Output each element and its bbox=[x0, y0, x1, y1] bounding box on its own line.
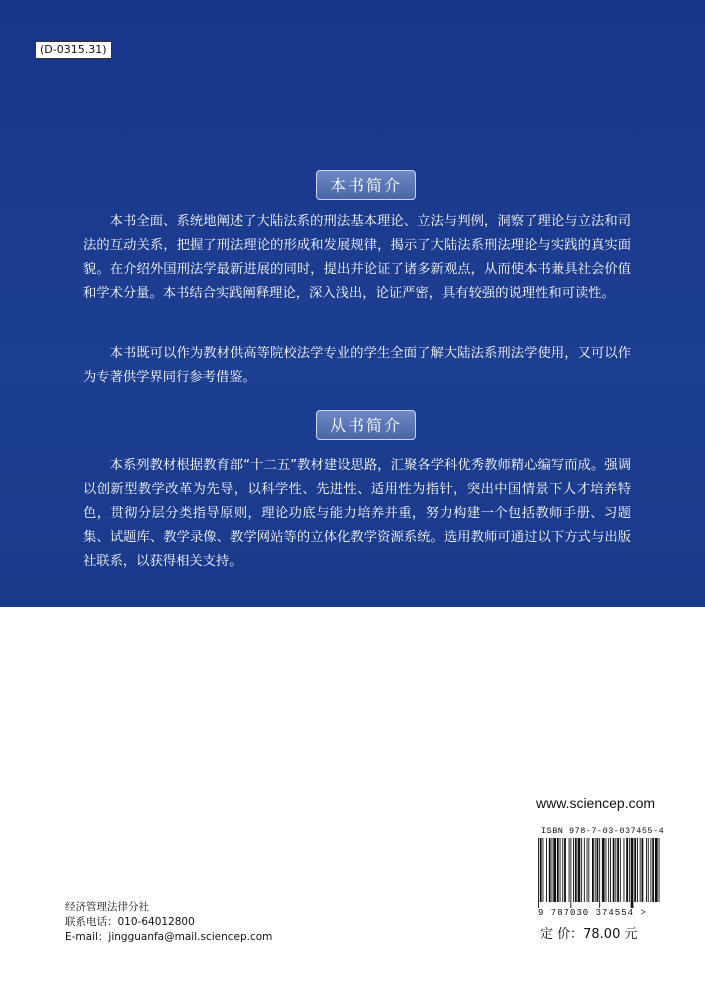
barcode-bar bbox=[540, 838, 542, 902]
barcode-bar bbox=[606, 838, 607, 902]
barcode-bar bbox=[634, 838, 636, 902]
publisher-website[interactable]: www.sciencep.com bbox=[536, 795, 656, 811]
publisher-contact bbox=[65, 900, 272, 945]
isbn-label: ISBN 978-7-03-037455-4 bbox=[541, 826, 665, 836]
barcode-digits: 9 787030 374554 > bbox=[538, 908, 647, 918]
barcode-bar bbox=[581, 838, 582, 902]
barcode-bar bbox=[584, 838, 585, 902]
barcode-bar bbox=[613, 838, 615, 902]
book-intro-heading: 本书简介 bbox=[316, 170, 416, 200]
book-intro-paragraph-1: 本书全面、系统地阐述了大陆法系的刑法基本理论、立法与判例，洞察了理论与立法和司法的互动关系，把握了刑法理论的形成和发展规律，揭示了大陆法系刑法理论与实践的真实面貌。在介绍外国刑法学最新进展的同时，提出并论证了诸多新观点，从而使本书兼具社会价值和学术分量。本书结合实践阐释理论，深入浅出，论证严密，具有较强的说理性和可读性。 bbox=[83, 214, 631, 301]
barcode-bar bbox=[626, 838, 628, 902]
barcode-bar bbox=[562, 838, 563, 902]
barcode-bar bbox=[575, 838, 577, 902]
price-label: 定 价：78.00 元 bbox=[540, 927, 638, 942]
barcode-bar bbox=[648, 838, 649, 902]
barcode-bar bbox=[655, 838, 658, 902]
series-intro-paragraph: 本系列教材根据教育部“十二五”教材建设思路，汇聚各学科优秀教师精心编写而成。强调以创新型教学改革为先导，以科学性、先进性、适用性为指针，突出中国情景下人才培养特色，贯彻分层分类指导原则，理论功底与能力培养并重，努力构建一个包括教师手册、习题集、试题库、教学录像、教学网站等的立体化教学资源系统。选用教师可通过以下方式与出版社联系，以获得相关支持。 bbox=[83, 458, 631, 569]
barcode-bar bbox=[631, 838, 634, 908]
barcode-bar bbox=[587, 838, 588, 902]
publisher-phone: 联系电话：010-64012800 bbox=[65, 916, 195, 928]
barcode-bar bbox=[592, 838, 594, 902]
barcode-bar bbox=[588, 838, 589, 902]
barcode-bar bbox=[546, 838, 547, 902]
barcode-bar bbox=[564, 838, 566, 902]
barcode-bar bbox=[602, 838, 605, 902]
barcode-bar bbox=[629, 838, 630, 902]
barcode-bar bbox=[608, 838, 609, 902]
barcode-bar bbox=[552, 838, 553, 902]
barcode-bar bbox=[538, 838, 539, 908]
barcode-bar bbox=[543, 838, 544, 902]
barcode-bar bbox=[578, 838, 581, 902]
barcode-bar bbox=[549, 838, 551, 902]
barcode-bar bbox=[553, 838, 556, 902]
barcode-bar bbox=[640, 838, 641, 902]
barcode-bar bbox=[617, 838, 619, 902]
barcode-bar bbox=[599, 838, 600, 908]
catalog-code-label: (D-0315.31) bbox=[35, 41, 112, 59]
barcode-bar bbox=[652, 838, 654, 902]
series-intro-heading: 从书简介 bbox=[316, 410, 416, 440]
barcode-bar bbox=[642, 838, 644, 902]
barcode-bar bbox=[595, 838, 596, 902]
publisher-email[interactable]: E-mail：jingguanfa@mail.sciencep.com bbox=[65, 931, 273, 943]
barcode-bar bbox=[620, 838, 621, 902]
barcode-bar bbox=[637, 838, 638, 902]
book-intro-paragraph-2: 本书既可以作为教材供高等院校法学专业的学生全面了解大陆法系刑法学使用，又可以作为专著供学界同行参考借鉴。 bbox=[83, 346, 631, 385]
barcode-bar bbox=[560, 838, 561, 902]
barcode-image bbox=[538, 838, 660, 908]
barcode-bar bbox=[597, 838, 599, 902]
barcode-bar bbox=[646, 838, 647, 902]
publisher-name: 经济管理法律分社 bbox=[65, 901, 149, 913]
barcode-bar bbox=[610, 838, 611, 902]
barcode-bar bbox=[615, 838, 616, 902]
barcode-bar bbox=[557, 838, 559, 902]
barcode-bar bbox=[659, 838, 660, 902]
barcode-bar bbox=[570, 838, 571, 908]
barcode-bar bbox=[573, 838, 574, 902]
barcode-bar bbox=[624, 838, 625, 902]
barcode-bar bbox=[569, 838, 570, 902]
barcode-bar bbox=[651, 838, 652, 902]
